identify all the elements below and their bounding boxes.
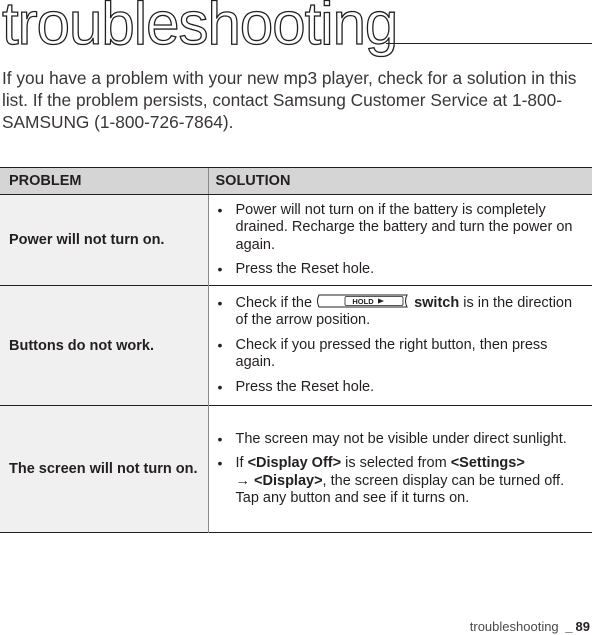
page-footer xyxy=(470,619,590,634)
solution-bold: <Display Off> xyxy=(247,455,342,471)
footer-section: troubleshooting xyxy=(469,619,559,634)
solution-item: • Power will not turn on if the battery is completely drained. Recharge the battery and turn the power on again. xyxy=(215,202,583,255)
solution-bold: switch xyxy=(414,294,460,311)
footer-separator: _ xyxy=(565,619,573,634)
solution-text: Check if the xyxy=(235,294,313,311)
solution-cell xyxy=(208,406,592,533)
intro-text xyxy=(2,67,590,133)
intro-paragraph: If you have a problem with your new mp3 player, check for a solution in this list. If the problem persists, contact Samsung Customer Service at 1-800-SAMSUNG (1-800-726-7864). xyxy=(2,68,577,132)
solution-list xyxy=(215,202,583,279)
solution-text: is in the direction of the arrow position. xyxy=(235,294,573,329)
solution-text: is selected from xyxy=(345,455,447,471)
solution-item: • Press the Reset hole. xyxy=(215,261,583,279)
solution-item xyxy=(215,295,583,330)
solution-list xyxy=(215,431,583,508)
solution-list xyxy=(215,295,583,397)
solution-item xyxy=(215,455,583,508)
table-header-row xyxy=(0,168,592,195)
page-title: troubleshooting xyxy=(2,0,398,57)
solution-item: • The screen may not be visible under direct sunlight. xyxy=(215,431,583,449)
problem-cell: Power will not turn on. xyxy=(0,195,208,286)
table-row xyxy=(0,195,592,286)
solution-bold: <Display> xyxy=(254,472,323,489)
hold-label: HOLD xyxy=(352,296,374,306)
solution-text: , the screen display can be turned off. xyxy=(322,472,565,489)
troubleshooting-table xyxy=(0,167,592,533)
table-row xyxy=(0,406,592,533)
solution-item: • Check if you pressed the right button, then press again. xyxy=(215,337,583,372)
problem-cell: Buttons do not work. xyxy=(0,286,208,406)
solution-bold: <Settings> xyxy=(450,455,525,471)
solution-cell xyxy=(208,195,592,286)
header-problem: PROBLEM xyxy=(0,168,208,195)
arrow-glyph: → xyxy=(235,472,250,489)
title-rule xyxy=(386,43,592,44)
solution-cell xyxy=(208,286,592,406)
page-number: 89 xyxy=(575,619,590,634)
table-row xyxy=(0,286,592,406)
hold-switch-icon xyxy=(315,293,411,309)
problem-cell: The screen will not turn on. xyxy=(0,406,208,533)
solution-text: If xyxy=(235,455,244,471)
solution-item: • Press the Reset hole. xyxy=(215,379,583,397)
solution-text: Tap any button and see if it turns on. xyxy=(235,490,470,506)
header-solution: SOLUTION xyxy=(208,168,592,195)
